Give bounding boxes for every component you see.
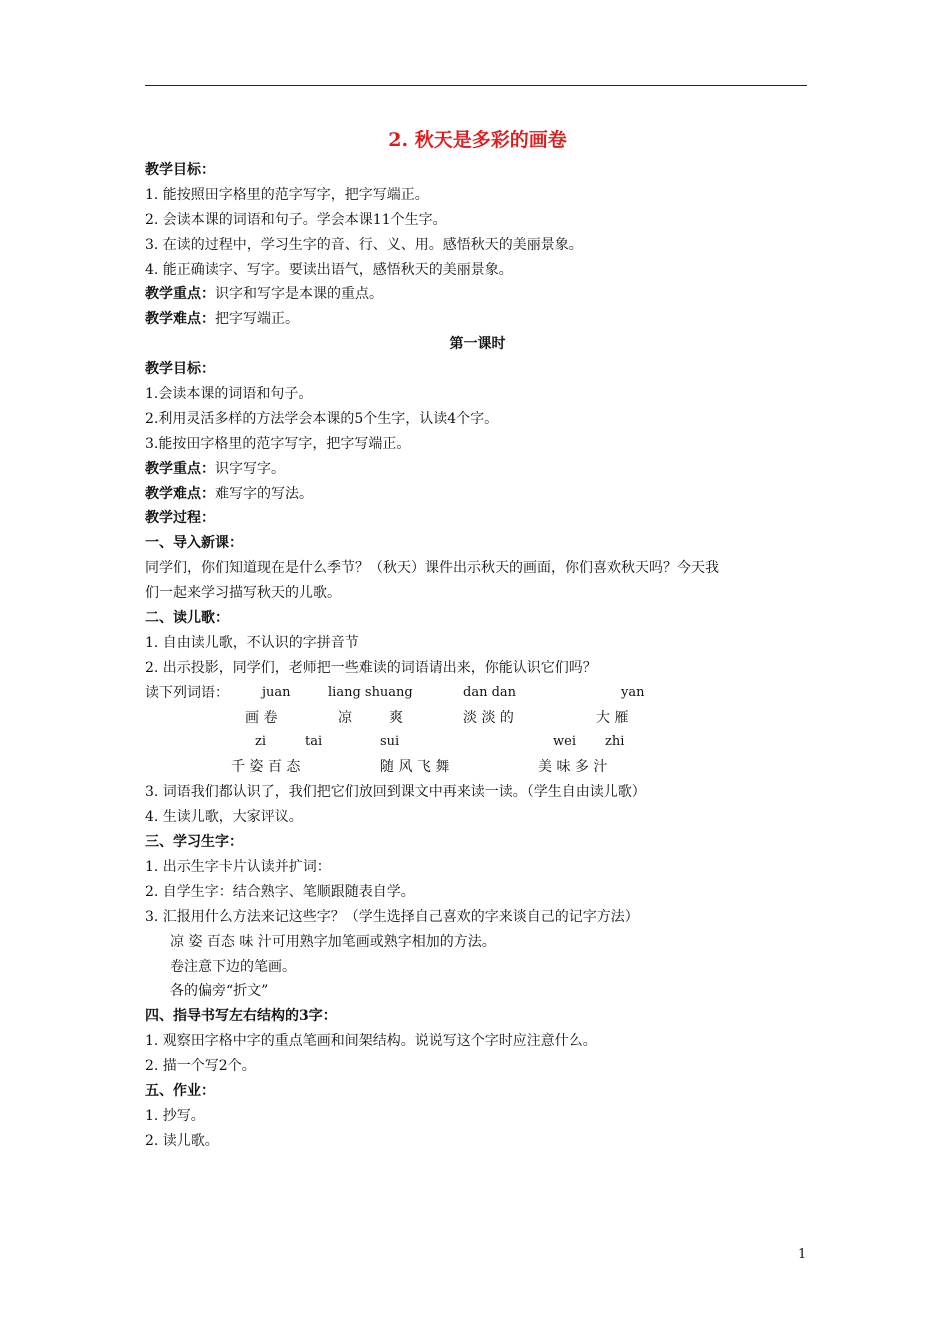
word-row-2 <box>145 755 810 780</box>
pinyin: wei <box>553 734 576 750</box>
section-4-item: 2. 描一个写2个。 <box>145 1058 256 1075</box>
pinyin: liang shuang <box>328 684 413 700</box>
word: 美 味 多 汁 <box>538 759 608 776</box>
pinyin: juan <box>262 684 291 700</box>
key-point-2-text: 识字写字。 <box>215 460 285 477</box>
section-3-heading: 三、学习生字： <box>145 834 243 851</box>
word: 千 姿 百 态 <box>231 759 301 776</box>
process-heading: 教学过程： <box>145 510 215 527</box>
pinyin: yan <box>621 684 645 700</box>
difficulty-text: 把字写端正。 <box>215 311 299 328</box>
section-1-heading: 一、导入新课： <box>145 535 243 552</box>
word-row-1 <box>145 706 810 731</box>
section-3-item: 3. 汇报用什么方法来记这些字？（学生选择自己喜欢的字来谈自己的记字方法） <box>145 908 639 925</box>
read-words-label: 读下列词语： <box>145 684 229 701</box>
section-5-heading: 五、作业： <box>145 1082 215 1099</box>
pinyin: tai <box>305 734 323 750</box>
section-3-subitem: 凉 姿 百态 味 汁可用熟字加笔画或熟字相加的方法。 <box>170 933 496 950</box>
pinyin: sui <box>380 734 400 750</box>
word: 淡 淡 的 <box>463 709 514 726</box>
goal-item: 4. 能正确读字、写字。要读出语气，感悟秋天的美丽景象。 <box>145 261 513 278</box>
section-1-paragraph: 们一起来学习描写秋天的儿歌。 <box>145 585 341 602</box>
goal2-item: 3.能按田字格里的范字写字，把字写端正。 <box>145 435 411 452</box>
word: 大 雁 <box>596 709 629 726</box>
section-2-item: 1. 自由读儿歌，不认识的字拼音节 <box>145 634 359 651</box>
key-point-2 <box>145 457 810 482</box>
section-2-item: 4. 生读儿歌，大家评议。 <box>145 809 303 826</box>
page-number: 1 <box>798 1247 807 1262</box>
goal2-item: 1.会读本课的词语和句子。 <box>145 386 313 403</box>
key-point <box>145 282 810 307</box>
difficulty-2-label: 教学难点： <box>145 485 215 502</box>
section-4-heading: 四、指导书写左右结构的3字： <box>145 1008 337 1025</box>
goal2-item: 2.利用灵活多样的方法学会本课的5个生字，认读4个字。 <box>145 410 499 427</box>
difficulty-2-text: 难写字的写法。 <box>215 485 313 502</box>
goal-item: 2. 会读本课的词语和句子。学会本课11个生字。 <box>145 211 447 228</box>
word: 凉 <box>338 709 352 726</box>
lesson-title: 第一课时 <box>449 336 506 353</box>
goals2-heading: 教学目标： <box>145 361 215 378</box>
goal-item: 1. 能按照田字格里的范字写字，把字写端正。 <box>145 186 429 203</box>
word: 爽 <box>389 709 403 726</box>
section-1-paragraph: 同学们，你们知道现在是什么季节？（秋天）课件出示秋天的画面，你们喜欢秋天吗？今天我 <box>145 560 719 577</box>
difficulty <box>145 307 810 332</box>
key-point-2-label: 教学重点： <box>145 460 215 477</box>
section-5-item: 1. 抄写。 <box>145 1107 205 1124</box>
difficulty-2 <box>145 482 810 507</box>
section-2-item: 2. 出示投影，同学们，老师把一些难读的词语请出来，你能认识它们吗？ <box>145 659 597 676</box>
pinyin: zhi <box>605 734 625 750</box>
section-3-item: 2. 自学生字：结合熟字、笔顺跟随表自学。 <box>145 883 415 900</box>
word: 画 卷 <box>245 709 278 726</box>
goals-heading: 教学目标： <box>145 162 215 178</box>
pinyin: zi <box>255 734 267 750</box>
section-4-item: 1. 观察田字格中字的重点笔画和间架结构。说说写这个字时应注意什么。 <box>145 1033 597 1050</box>
section-2-item: 3. 词语我们都认识了，我们把它们放回到课文中再来读一读。（学生自由读儿歌） <box>145 784 646 801</box>
goal-item: 3. 在读的过程中，学习生字的音、行、义、用。感悟秋天的美丽景象。 <box>145 236 583 253</box>
pinyin: dan dan <box>463 684 517 700</box>
section-5-item: 2. 读儿歌。 <box>145 1132 219 1149</box>
word: 随 风 飞 舞 <box>380 759 450 776</box>
section-2-heading: 二、读儿歌： <box>145 610 229 627</box>
header-rule <box>145 85 807 86</box>
key-point-text: 识字和写字是本课的重点。 <box>215 286 383 303</box>
section-3-subitem: 卷注意下边的笔画。 <box>170 958 296 975</box>
pinyin-row-1 <box>145 681 810 706</box>
pinyin-row-2 <box>145 730 810 755</box>
section-3-item: 1. 出示生字卡片认读并扩词： <box>145 858 331 875</box>
page-title: 2. 秋天是多彩的画卷 <box>388 129 567 151</box>
difficulty-label: 教学难点： <box>145 311 215 328</box>
key-point-label: 教学重点： <box>145 286 215 303</box>
section-3-subitem: 各的偏旁“折文” <box>170 983 269 1000</box>
document-body <box>145 122 810 1154</box>
